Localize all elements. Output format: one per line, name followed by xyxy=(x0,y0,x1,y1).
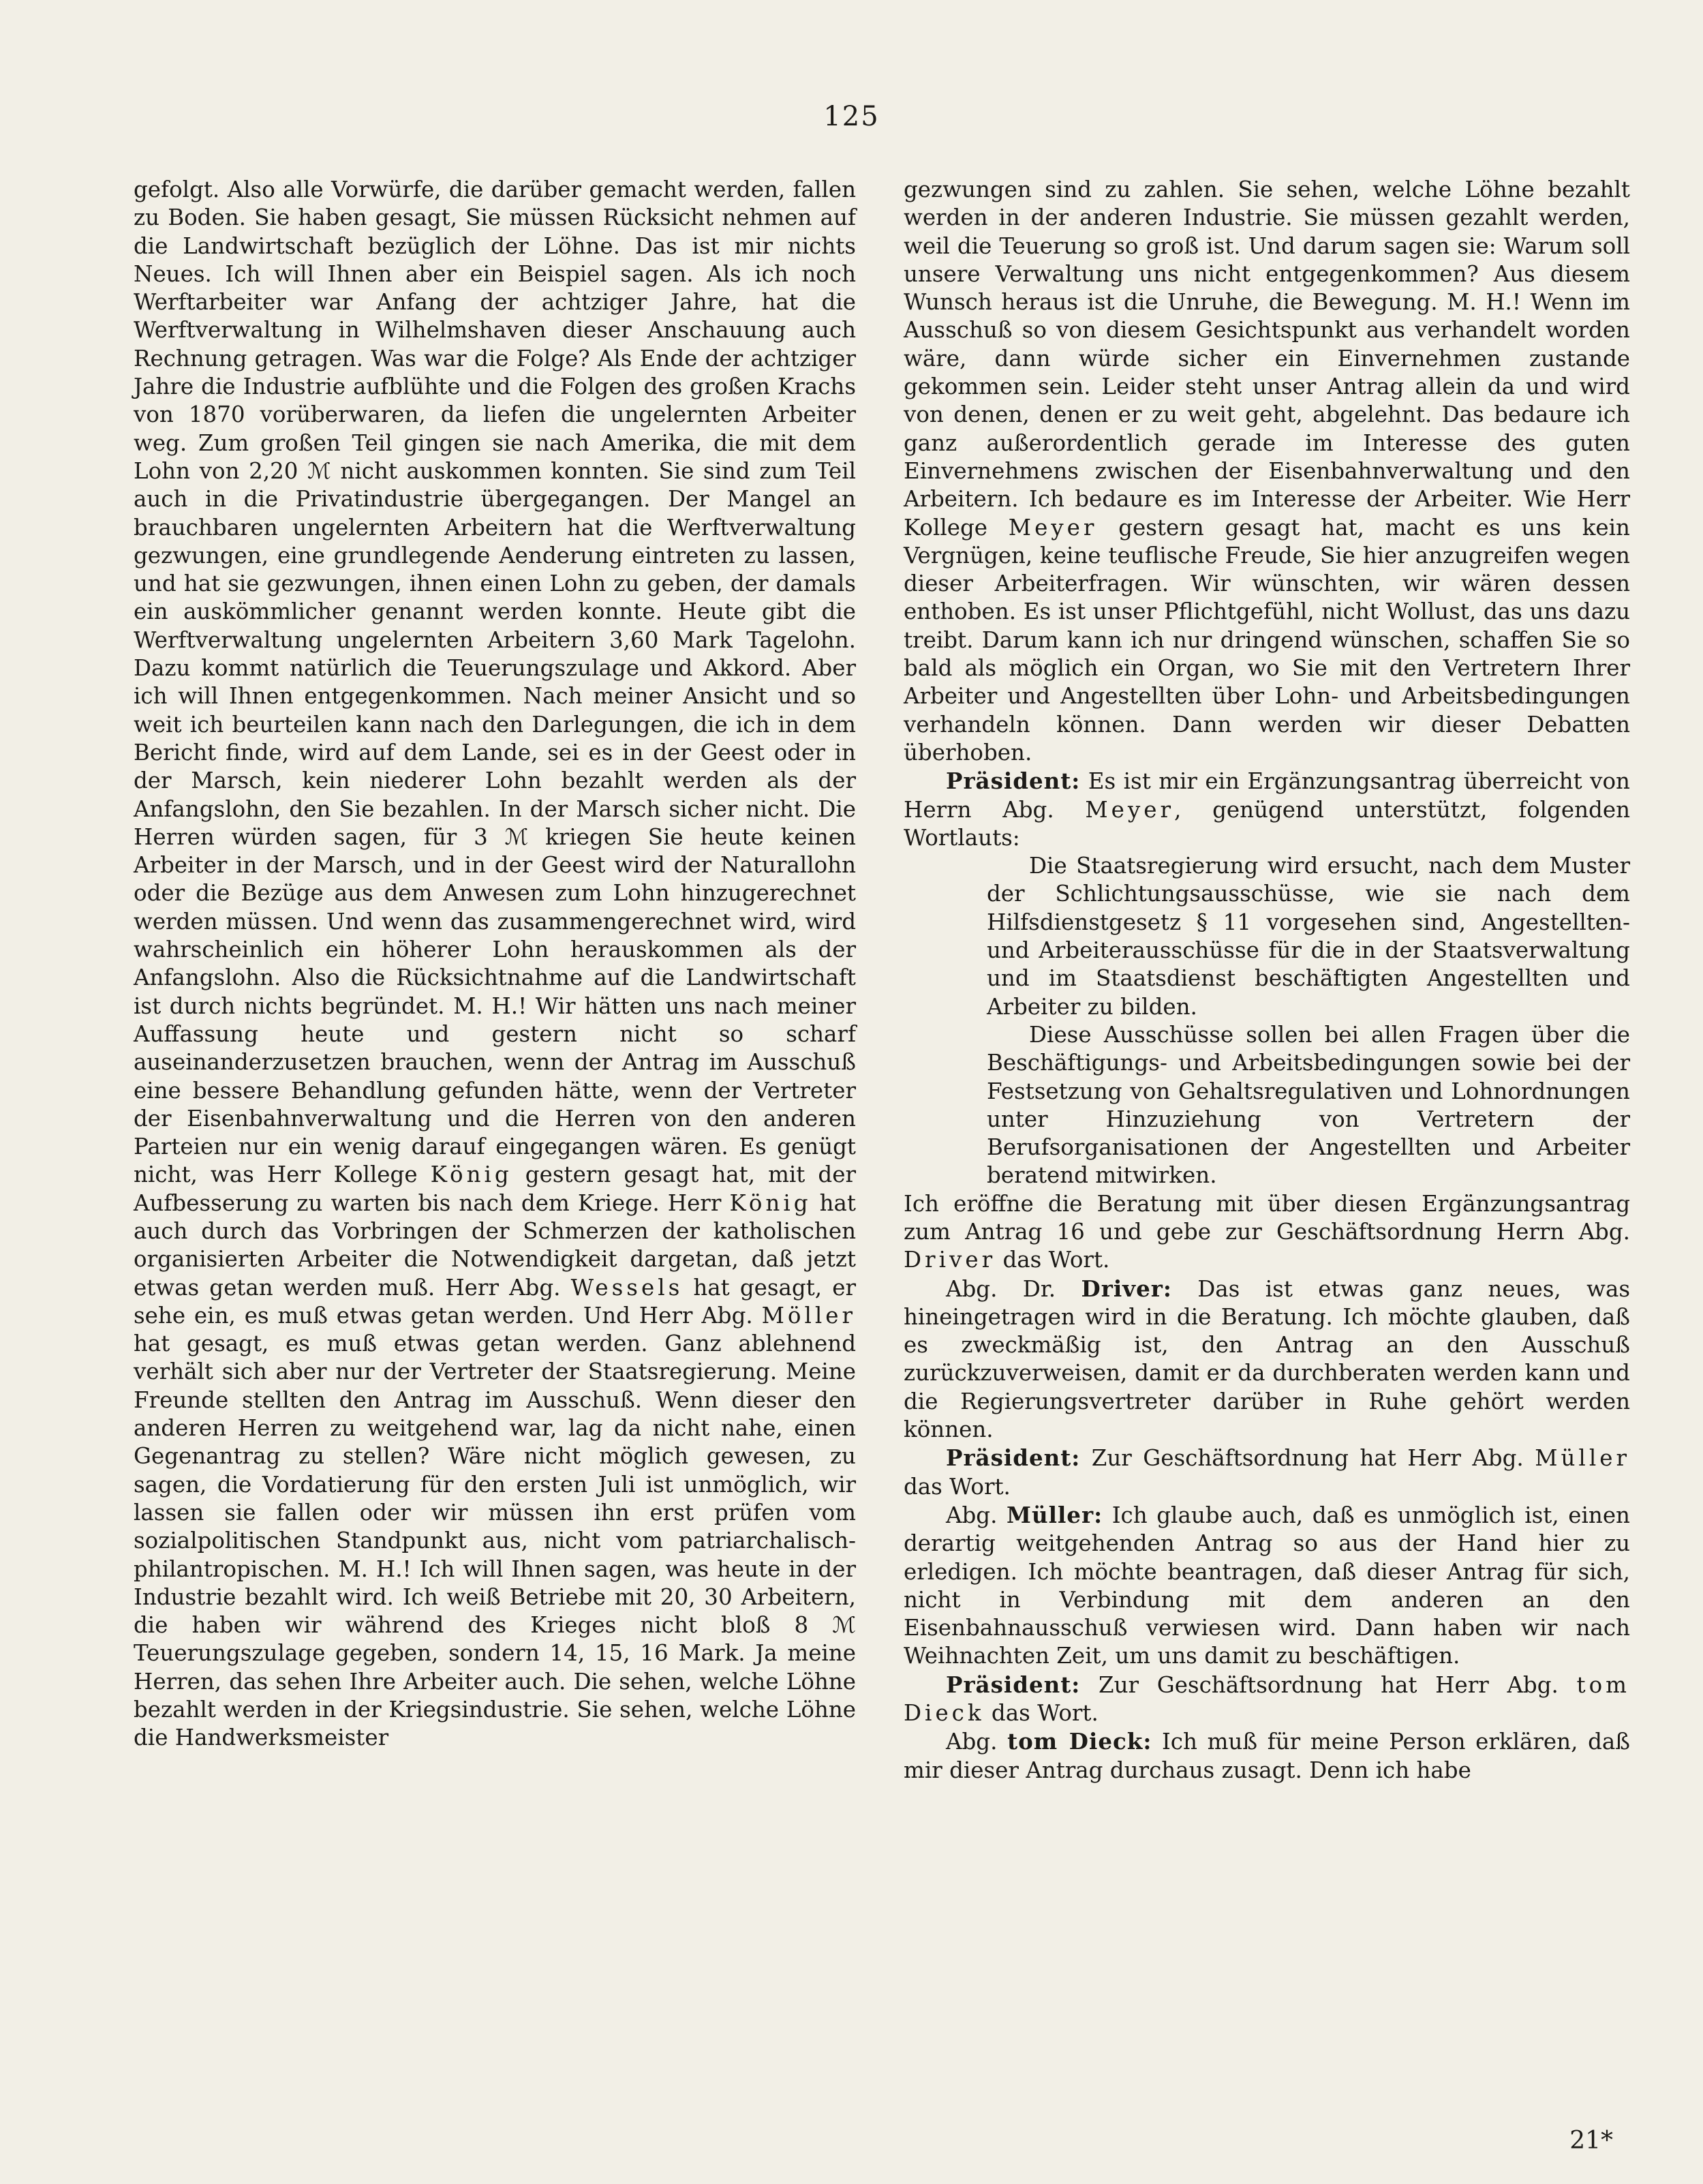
speaker-label: Driver: xyxy=(1081,1275,1172,1302)
driver-statement xyxy=(904,1275,1630,1444)
left-column xyxy=(134,176,856,1753)
text-run: Abg. Dr. xyxy=(946,1275,1081,1302)
name-wessels: Wessels xyxy=(570,1274,684,1301)
name-moeller: Möller xyxy=(761,1302,856,1329)
motion-quote xyxy=(987,852,1630,1190)
text-run: Ich muß für meine Person erklären, daß mir dieser Antrag durchaus zusagt. Denn ich habe xyxy=(904,1729,1630,1783)
text-run: Ich eröffne die Beratung mit über diesen Ergänzungsantrag zum Antrag 16 und gebe zur Geschäftsordnung Herrn Abg. xyxy=(904,1190,1630,1245)
text-run: gefolgt. Also alle Vorwürfe, die darüber gemacht werden, fallen zu Boden. Sie haben gesagt, Sie müssen Rücksicht nehmen auf die Landwirtschaft bezüglich der Löhne. Das ist mir nichts Neues. Ich will Ihnen aber ein Beispiel sagen. Als ich noch Werftarbeiter war Anfang der achtziger Jahre, hat die Werftverwaltung in Wilhelmshaven dieser Anschauung auch Rechnung getragen. Was war die Folge? Als Ende der achtziger Jahre die Industrie aufblühte und die Folgen des großen Krachs von 1870 vorüberwaren, da liefen die ungelernten Arbeiter weg. Zum großen Teil gingen sie nach Amerika, die mit dem Lohn von 2,20 ℳ nicht auskommen konnten. Sie sind zum Teil auch in die Privatindustrie übergegangen. Der Mangel an brauchbaren ungelernten Arbeitern hat die Werftverwaltung gezwungen, eine grundlegende Aenderung eintreten zu lassen, und hat sie gezwungen, ihnen einen Lohn zu geben, der damals ein auskömmlicher genannt werden konnte. Heute gibt die Werftverwaltung ungelernten Arbeitern 3,60 Mark Tagelohn. Dazu kommt natürlich die Teuerungszulage und Akkord. Aber ich will Ihnen entgegenkommen. Nach meiner Ansicht und so weit ich beurteilen kann nach den Darlegungen, die ich in dem Bericht finde, wird auf dem Lande, sei es in der Geest oder in der Marsch, kein niederer Lohn bezahlt werden als der Anfangslohn, den Sie bezahlen. In der Marsch sicher nicht. Die Herren würden sagen, für 3 ℳ kriegen Sie heute keinen Arbeiter in der Marsch, und in der Geest wird der Naturallohn oder die Bezüge aus dem Anwesen zum Lohn hinzugerechnet werden müssen. Und wenn das zusammengerechnet wird, wird wahrscheinlich ein höherer Lohn herauskommen als der Anfangslohn. Also die Rücksichtnahme auf die Landwirtschaft ist durch nichts begründet. M. H.! Wir hätten uns nach meiner Auffassung heute und gestern nicht so scharf auseinanderzusetzen brauchen, wenn der Antrag im Ausschuß eine bessere Behandlung gefunden hätte, wenn der Vertreter der Eisenbahnverwaltung und die Herren von den anderen Parteien nur ein wenig darauf eingegangen wären. Es genügt nicht, was Herr Kollege xyxy=(134,177,856,1188)
name-meyer: Meyer xyxy=(1085,796,1175,823)
name-mueller: Müller xyxy=(1535,1445,1630,1472)
text-run: Zur Geschäftsordnung hat Herr Abg. xyxy=(1080,1671,1577,1698)
speaker-label: Präsident: xyxy=(946,768,1081,795)
text-run: hat gesagt, er sehe ein, es muß etwas getan werden. Und Herr Abg. xyxy=(134,1274,857,1329)
text-run: Ich glaube auch, daß es unmöglich ist, einen derartig weitgehenden Antrag so aus der Hand hier zu erledigen. Ich möchte beantragen, daß dieser Antrag für sich, nicht in Verbindung mit dem anderen an den Eisenbahnausschuß verwiesen wird. Dann haben wir nach Weihnachten Zeit, um uns damit zu beschäftigen. xyxy=(904,1502,1630,1669)
name-driver: Driver xyxy=(904,1247,996,1273)
signature-mark: 21* xyxy=(1569,2127,1613,2155)
speaker-label: Präsident: xyxy=(946,1671,1081,1698)
name-koenig: König xyxy=(729,1189,812,1216)
text-run: das Wort. xyxy=(984,1700,1099,1727)
speaker-label: Präsident: xyxy=(946,1444,1081,1472)
text-run: Abg. xyxy=(946,1502,1007,1528)
text-run: gestern gesagt hat, macht es uns kein Vergnügen, keine teuflische Freude, Sie hier anzugreifen wegen dieser Arbeiterfragen. Wir wünschten, wir wären dessen enthoben. Es ist unser Pflichtgefühl, nicht Wollust, das uns dazu treibt. Darum kann ich nur dringend wünschen, schaffen Sie so bald als möglich ein Organ, wo Sie mit den Vertretern Ihrer Arbeiter und Angestellten über Lohn- und Arbeitsbedingungen verhandeln können. Dann werden wir dieser Debatten überhoben. xyxy=(904,514,1630,765)
tom-dieck-statement xyxy=(904,1727,1630,1785)
president-statement xyxy=(904,1671,1630,1728)
page-number: 125 xyxy=(823,101,880,132)
text-run: Zur Geschäftsordnung hat Herr Abg. xyxy=(1080,1445,1535,1472)
text-run: gezwungen sind zu zahlen. Sie sehen, welche Löhne bezahlt werden in der anderen Industrie. Sie müssen gezahlt werden, weil die Teuerung so groß ist. Und darum sagen sie: Warum soll unsere Verwaltung uns nicht entgegenkommen? Aus diesem Wunsch heraus ist die Unruhe, die Bewegung. M. H.! Wenn im Ausschuß so von diesem Gesichtspunkt aus verhandelt worden wäre, dann würde sicher ein Einvernehmen zustande gekommen sein. Leider steht unser Antrag allein da und wird von denen, denen er zu weit geht, abgelehnt. Das bedaure ich ganz außerordentlich gerade im Interesse des guten Einvernehmens zwischen der Eisenbahnverwaltung und den Arbeitern. Ich bedaure es im Interesse der Arbeiter. Wie Herr Kollege xyxy=(904,177,1630,541)
president-statement xyxy=(904,767,1630,852)
text-run: hat auch durch das Vorbringen der Schmerzen der katholischen organisierten Arbeiter die Notwendigkeit dargetan, daß jetzt etwas getan werden muß. Herr Abg. xyxy=(134,1189,856,1301)
motion-paragraph: Die Staatsregierung wird ersucht, nach dem Muster der Schlichtungsausschüsse, wie sie nach dem Hilfsdienstgesetz § 11 vorgesehen sind, Angestellten- und Arbeiterausschüsse für die in der Staatsverwaltung und im Staatsdienst beschäftigten Angestellten und Arbeiter zu bilden. xyxy=(987,853,1630,1020)
text-run: hat gesagt, es muß etwas getan werden. Ganz ablehnend verhält sich aber nur der Vertreter der Staatsregierung. Meine Freunde stellten den Antrag im Ausschuß. Wenn dieser den anderen Herren zu weitgehend war, lag da nicht nahe, einen Gegenantrag zu stellen? Wäre nicht möglich gewesen, zu sagen, die Vordatierung für den ersten Juli ist unmöglich, wir lassen sie fallen oder wir müssen ihn erst prüfen vom sozialpolitischen Standpunkt aus, nicht vom patriarchalisch-philantropischen. M. H.! Ich will Ihnen sagen, was heute in der Industrie bezahlt wird. Ich weiß Betriebe mit 20, 30 Arbeitern, die haben wir während des Krieges nicht bloß 8 ℳ Teuerungszulage gegeben, sondern 14, 15, 16 Mark. Ja meine Herren, das sehen Ihre Arbeiter auch. Die sehen, welche Löhne bezahlt werden in der Kriegsindustrie. Sie sehen, welche Löhne die Handwerksmeister xyxy=(134,1331,856,1751)
president-continuation xyxy=(904,1190,1630,1275)
right-paragraph xyxy=(904,176,1630,767)
motion-paragraph: Diese Ausschüsse sollen bei allen Fragen über die Beschäftigungs- und Arbeitsbedingungen sowie bei der Festsetzung von Gehaltsregulativen und Lohnordnungen unter Hinzuziehung von Vertretern der Berufsorganisationen der Angestellten und Arbeiter beratend mitwirken. xyxy=(987,1021,1630,1189)
president-statement xyxy=(904,1444,1630,1501)
speaker-label: tom Dieck: xyxy=(1007,1728,1152,1755)
text-run: Es ist mir ein Ergänzungsantrag überreicht von Herrn Abg. xyxy=(904,768,1630,823)
text-run: , genügend unterstützt, folgenden Wortlauts: xyxy=(904,796,1630,851)
mueller-statement xyxy=(904,1501,1630,1671)
text-run: gestern gesagt hat, mit der Aufbesserung zu warten bis nach dem Kriege. Herr xyxy=(134,1162,856,1216)
right-column xyxy=(904,176,1630,1785)
text-run: Abg. xyxy=(946,1729,1008,1755)
speaker-label: Müller: xyxy=(1007,1501,1103,1528)
name-meyer: Meyer xyxy=(1008,514,1098,541)
name-tom-dieck: tom Dieck xyxy=(904,1671,1630,1727)
name-koenig: König xyxy=(430,1162,512,1188)
text-run: das Wort. xyxy=(904,1473,1011,1500)
text-run: das Wort. xyxy=(996,1247,1110,1273)
left-paragraph xyxy=(134,176,856,1753)
text-run: Das ist etwas ganz neues, was hineingetragen wird in die Beratung. Ich möchte glauben, daß es zweckmäßig ist, den Antrag an den Ausschuß zurückzuverweisen, damit er da durchberaten werden kann und die Regierungsvertreter darüber in Ruhe gehört werden können. xyxy=(904,1275,1630,1443)
